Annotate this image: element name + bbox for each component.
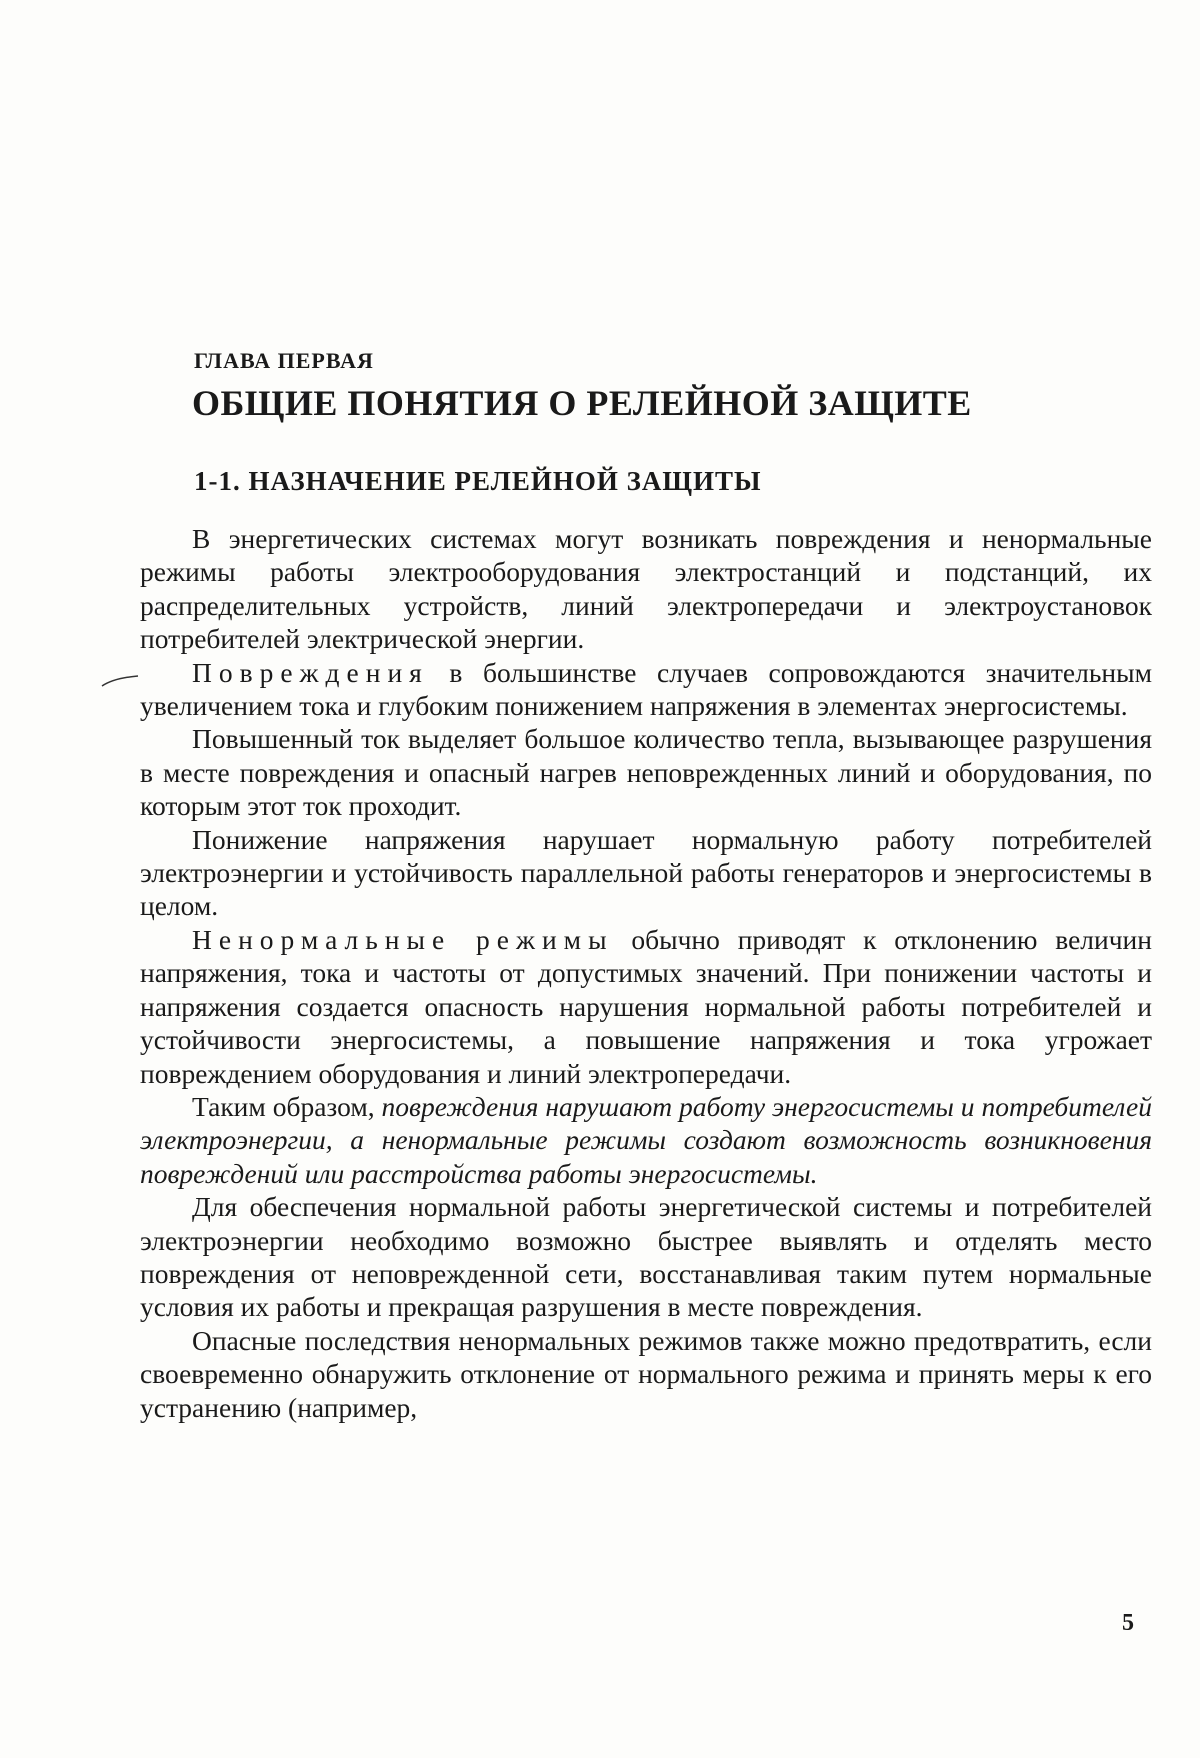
chapter-title: ОБЩИЕ ПОНЯТИЯ О РЕЛЕЙНОЙ ЗАЩИТЕ xyxy=(192,383,972,423)
paragraph-4: Понижение напряжения нарушает нормальную работу потребителей электроэнергии и устойчивость параллельной работы генераторов и энергосистемы в целом. xyxy=(140,823,1152,922)
paragraph-3: Повышенный ток выделяет большое количество тепла, вызывающее разрушения в месте повреждения и опасный нагрев неповрежденных линий и оборудования, по которым этот ток проходит. xyxy=(140,723,1152,822)
paragraph-6 xyxy=(140,1090,1152,1190)
paragraph-lead: Таким образом, xyxy=(192,1090,382,1122)
pencil-margin-mark xyxy=(100,672,140,688)
paragraph-5 xyxy=(140,923,1152,1090)
paragraph-text: обычно приводят к отклонению величин напряжения, тока и частоты от допустимых значений. При понижении частоты и напряжения создается опасность нарушения нормальной работы потребителей и устойчивости энергосистемы, а повышение напряжения и тока угрожает повреждением оборудования и линий электропередачи. xyxy=(140,923,1152,1089)
section-title: 1-1. НАЗНАЧЕНИЕ РЕЛЕЙНОЙ ЗАЩИТЫ xyxy=(194,466,762,496)
paragraph-2 xyxy=(140,656,1152,723)
spaced-term: Повреждения xyxy=(192,656,429,688)
spaced-term: Ненормальные режимы xyxy=(192,923,614,955)
chapter-label: ГЛАВА ПЕРВАЯ xyxy=(194,348,374,373)
page-number: 5 xyxy=(1122,1610,1134,1636)
paragraph-8: Опасные последствия ненормальных режимов также можно предотвратить, если своевременно обнаружить отклонение от нормального режима и принять меры к его устранению (например, xyxy=(140,1324,1152,1423)
paragraph-text: в большинстве случаев сопровождаются значительным увеличением тока и глубоким понижением напряжения в элементах энергосистемы. xyxy=(140,656,1152,722)
italic-conclusion: повреждения нарушают работу энергосистемы и потребителей электроэнергии, а ненормальные режимы создают возможность возникновения повреждений или расстройства работы энергосистемы. xyxy=(140,1090,1152,1189)
paragraph-1: В энергетических системах могут возникать повреждения и ненормальные режимы работы электрооборудования электростанций и подстанций, их распределительных устройств, линий электропередачи и электроустановок потребителей электрической энергии. xyxy=(140,523,1152,655)
paragraph-7: Для обеспечения нормальной работы энергетической системы и потребителей электроэнергии необходимо возможно быстрее выявлять и отделять место повреждения от неповрежденной сети, восстанавливая таким путем нормальные условия их работы и прекращая разрушения в месте повреждения. xyxy=(140,1191,1152,1323)
body-text xyxy=(140,522,1152,1424)
